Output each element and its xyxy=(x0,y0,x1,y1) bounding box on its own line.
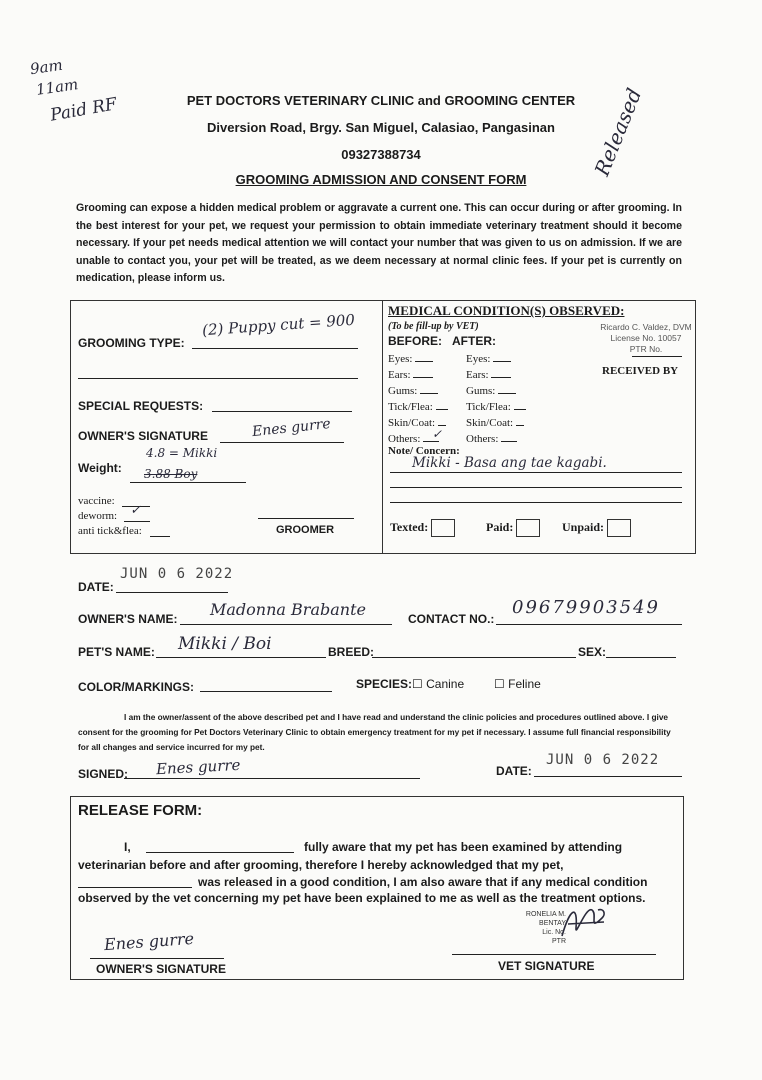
release-vet-stamp-ptr: PTR xyxy=(552,938,566,945)
intro-paragraph: Grooming can expose a hidden medical problem or aggravate a current one. This can occur during or after grooming. In the best interest for your pet, we request your permission to obtain immediate veterinary treatment should it become necessary. If your pet needs medical attention we will contact your number that was given to us on admission. If we are unable to contact you, your pet will be treated, as we deem necessary at normal clinic fees. If your pet is currently on medication, please inform us. xyxy=(76,202,682,285)
date-field[interactable] xyxy=(116,592,228,593)
after-item-ears: Ears: xyxy=(466,367,526,383)
signed-label: SIGNED: xyxy=(78,767,129,781)
signed-field[interactable] xyxy=(124,778,420,779)
form-title: GROOMING ADMISSION AND CONSENT FORM xyxy=(235,172,527,187)
release-line3-post: was released in a good condition, I am also aware that if any medical condition xyxy=(198,875,648,889)
weight-value-boy: 3.88 Boy xyxy=(144,467,198,481)
date2-field[interactable] xyxy=(534,776,682,777)
texted-checkbox[interactable] xyxy=(431,519,455,537)
after-item-gums: Gums: xyxy=(466,383,526,399)
weight-label: Weight: xyxy=(78,461,122,475)
date2-stamp: JUN 0 6 2022 xyxy=(546,752,660,768)
owner-signature-value: Enes gurre xyxy=(251,415,332,441)
note-line-2[interactable] xyxy=(390,487,682,488)
pet-name-value: Mikki / Boi xyxy=(178,634,272,654)
release-vet-stamp-lic: Lic. No. xyxy=(542,929,566,936)
antitick-label: anti tick&flea: xyxy=(78,525,142,537)
release-line4: observed by the vet concerning my pet have been explained to me as well as the treatment options. xyxy=(78,891,646,905)
groomer-signature-line[interactable] xyxy=(258,518,354,519)
ptr-line xyxy=(632,356,682,357)
weight-value-mikki: 4.8 = Mikki xyxy=(146,446,218,460)
deworm-check-mark: ✓ xyxy=(130,503,141,518)
date-stamp: JUN 0 6 2022 xyxy=(120,566,234,582)
after-item-eyes: Eyes: xyxy=(466,351,526,367)
owner-name-value: Madonna Brabante xyxy=(210,600,366,619)
release-owner-signature-value: Enes gurre xyxy=(103,928,195,955)
release-line1-pre: I, xyxy=(124,840,131,854)
owner-signature-field[interactable] xyxy=(220,442,344,443)
feline-checkbox-icon[interactable]: ☐ xyxy=(494,677,505,691)
release-pet-name-field[interactable] xyxy=(78,887,192,888)
others-check-mark: ✓ xyxy=(432,427,443,441)
before-item-others: Others: xyxy=(388,431,448,447)
pet-name-label: PET'S NAME: xyxy=(78,645,155,659)
special-requests-field[interactable] xyxy=(212,411,352,412)
grooming-type-label: GROOMING TYPE: xyxy=(78,336,185,350)
clinic-name: PET DOCTORS VETERINARY CLINIC and GROOMING CENTER xyxy=(186,93,576,108)
grooming-type-extra-line[interactable] xyxy=(78,378,358,379)
sex-field[interactable] xyxy=(606,657,676,658)
note-label: Note/ Concern: xyxy=(388,445,460,457)
vaccine-label: vaccine: xyxy=(78,495,115,507)
sex-label: SEX: xyxy=(578,645,607,659)
pet-name-field[interactable] xyxy=(156,657,326,658)
grooming-type-value: (2) Puppy cut = 900 xyxy=(201,310,356,340)
medical-subtitle: (To be fill-up by VET) xyxy=(388,321,479,332)
contact-label: CONTACT NO.: xyxy=(408,612,495,626)
after-item-skincoat: Skin/Coat: xyxy=(466,415,526,431)
species-label: SPECIES: xyxy=(356,677,413,691)
deworm-label: deworm: xyxy=(78,510,118,522)
release-title: RELEASE FORM: xyxy=(78,802,203,819)
breed-field[interactable] xyxy=(372,657,576,658)
clinic-address: Diversion Road, Brgy. San Miguel, Calasiao, Pangasinan xyxy=(207,120,555,135)
weight-field[interactable] xyxy=(130,482,246,483)
paid-checkbox[interactable] xyxy=(516,519,540,537)
before-item-eyes: Eyes: xyxy=(388,351,448,367)
release-owner-signature-label: OWNER'S SIGNATURE xyxy=(96,962,226,976)
release-vet-stamp xyxy=(502,910,566,946)
medical-title: MEDICAL CONDITION(S) OBSERVED: xyxy=(388,303,625,318)
release-owner-name-field[interactable] xyxy=(146,852,294,853)
breed-label: BREED: xyxy=(328,645,375,659)
release-line2: veterinarian before and after grooming, therefore I hereby acknowledged that my pet, xyxy=(78,858,564,872)
after-item-tickflea: Tick/Flea: xyxy=(466,399,526,415)
release-vet-signature-label: VET SIGNATURE xyxy=(498,959,595,973)
clinic-phone: 09327388734 xyxy=(341,147,421,162)
vet-stamp-name: Ricardo C. Valdez, DVM xyxy=(600,322,692,332)
groomer-label: GROOMER xyxy=(276,524,335,536)
note-line-1[interactable] xyxy=(390,472,682,473)
antitick-field[interactable] xyxy=(150,536,170,537)
deworm-field[interactable] xyxy=(124,521,150,522)
texted-row: Texted: xyxy=(390,519,455,537)
handwritten-note-time-2: 11am xyxy=(34,75,80,99)
vet-signature-scribble-icon xyxy=(558,898,610,942)
grooming-type-field[interactable] xyxy=(192,348,358,349)
handwritten-released: Released xyxy=(589,84,647,180)
contact-field[interactable] xyxy=(496,624,682,625)
unpaid-checkbox[interactable] xyxy=(607,519,631,537)
handwritten-note-paid: Paid RF xyxy=(48,94,119,126)
date2-label: DATE: xyxy=(496,764,532,778)
color-label: COLOR/MARKINGS: xyxy=(78,680,194,694)
before-item-skincoat: Skin/Coat: xyxy=(388,415,448,431)
after-label: AFTER: xyxy=(452,334,496,348)
release-line1-post: fully aware that my pet has been examined by attending xyxy=(304,840,623,854)
before-item-ears: Ears: xyxy=(388,367,448,383)
after-item-others: Others: xyxy=(466,431,526,447)
contact-value: 09679903549 xyxy=(512,597,660,618)
owner-signature-label: OWNER'S SIGNATURE xyxy=(78,429,208,443)
before-label: BEFORE: xyxy=(388,334,442,348)
date-label: DATE: xyxy=(78,580,114,594)
release-vet-signature-line[interactable] xyxy=(452,954,656,955)
handwritten-note-time-1: 9am xyxy=(28,55,64,79)
owner-name-field[interactable] xyxy=(180,624,392,625)
note-value: Mikki - Basa ang tae kagabi. xyxy=(412,455,607,471)
special-requests-label: SPECIAL REQUESTS: xyxy=(78,399,204,413)
box-divider xyxy=(382,300,383,553)
before-item-gums: Gums: xyxy=(388,383,448,399)
species-feline-option[interactable]: ☐ Feline xyxy=(494,677,541,691)
species-canine-option[interactable]: ☐ Canine xyxy=(412,677,465,691)
color-field[interactable] xyxy=(200,691,332,692)
release-owner-signature-line[interactable] xyxy=(90,958,224,959)
owner-name-label: OWNER'S NAME: xyxy=(78,612,178,626)
paid-row: Paid: xyxy=(486,519,540,537)
after-list xyxy=(466,351,526,447)
received-by-label: RECEIVED BY xyxy=(602,365,679,377)
before-item-tickflea: Tick/Flea: xyxy=(388,399,448,415)
consent-paragraph: I am the owner/assent of the above described pet and I have read and understand the clinic policies and procedures outlined above. I give consent for the grooming for Pet Doctors Veterinary Clinic to obtain emergency treatment for my pet if necessary. I assume full financial responsibility for all changes and service incurred for my pet. xyxy=(78,712,671,752)
vet-stamp xyxy=(596,322,696,355)
vet-stamp-ptr: PTR No. xyxy=(629,344,663,354)
note-line-3[interactable] xyxy=(390,502,682,503)
canine-checkbox-icon[interactable]: ☐ xyxy=(412,677,423,691)
signed-value: Enes gurre xyxy=(155,755,241,779)
release-vet-stamp-name: RONELIA M. BENTAY xyxy=(525,911,566,927)
vet-stamp-license: License No. 10057 xyxy=(610,333,682,343)
unpaid-row: Unpaid: xyxy=(562,519,631,537)
